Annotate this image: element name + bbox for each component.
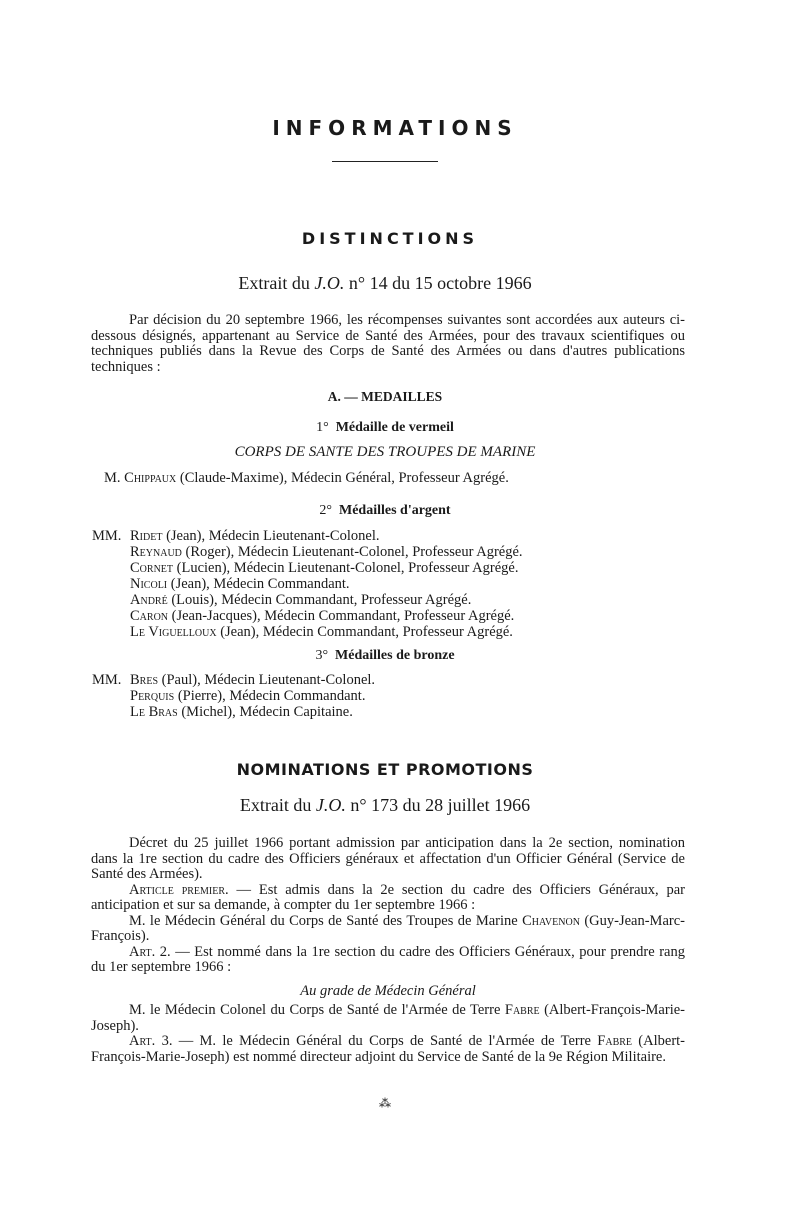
article-2-label: Art. 2. <box>129 943 171 960</box>
intro-text: Par décision du 20 septembre 1966, les récompenses suivantes sont accordées aux auteurs ci-dessous désignés, appartenant au Service de Santé des Armées, pour des travaux scientifiques ou techniques publiés dans la Revue des Corps de Santé des Armées ou dans d'autres publications techniques : <box>91 312 685 375</box>
article-3-paragraph <box>91 1034 685 1065</box>
extrait-prefix: Extrait du <box>238 273 315 293</box>
article-1-person <box>91 914 685 945</box>
article-2-person-prefix: M. le Médecin Colonel du Corps de Santé de l'Armée de Terre <box>129 1002 505 1018</box>
distinctions-intro-paragraph <box>91 313 685 375</box>
article-1-person-rest: (Guy-Jean-Marc-François). <box>91 912 685 944</box>
article-2-person <box>91 1003 685 1034</box>
grade-heading <box>91 984 685 1000</box>
article-3-name: Fabre <box>597 1033 633 1049</box>
article-2-person-rest: (Albert-François-Marie-Joseph). <box>91 1002 685 1034</box>
vermeil-entry <box>104 471 509 487</box>
argent-entry <box>130 545 523 561</box>
vermeil-rest: (Claude-Maxime), Médecin Général, Professeur Agrégé. <box>176 470 509 486</box>
article-1-person-name: Chavenon <box>522 912 580 929</box>
grade-heading-text: Au grade de Médecin Général <box>300 982 476 999</box>
vermeil-name: Chippaux <box>124 470 177 486</box>
argent-name: Caron <box>130 608 169 624</box>
vermeil-number: 1° <box>316 420 329 435</box>
title-rule <box>332 161 438 162</box>
argent-heading <box>0 503 770 519</box>
bronze-entry <box>130 673 375 689</box>
bronze-entry <box>130 705 353 721</box>
section-title-distinctions: DISTINCTIONS <box>301 229 479 248</box>
extrait-nominations <box>0 795 770 816</box>
medailles-heading: A. — MEDAILLES <box>327 389 443 404</box>
nominations-body <box>91 836 685 1065</box>
argent-rest: (Lucien), Médecin Lieutenant-Colonel, Professeur Agrégé. <box>173 560 519 576</box>
extrait-suffix: n° 14 du 15 octobre 1966 <box>344 273 532 293</box>
argent-rest: (Jean), Médecin Lieutenant-Colonel. <box>162 528 380 544</box>
bronze-rest: (Pierre), Médecin Commandant. <box>174 688 366 704</box>
extrait-jo: J.O. <box>314 273 345 293</box>
bronze-name: Le Bras <box>130 704 178 720</box>
bronze-number: 3° <box>315 648 329 663</box>
argent-rest: (Jean-Jacques), Médecin Commandant, Professeur Agrégé. <box>168 608 515 624</box>
corps-heading <box>0 444 770 461</box>
argent-rest: (Roger), Médecin Lieutenant-Colonel, Professeur Agrégé. <box>181 544 523 560</box>
bronze-label: Médailles de bronze <box>335 648 455 663</box>
section-title-nominations: NOMINATIONS ET PROMOTIONS <box>236 760 534 779</box>
corps-heading-text: CORPS DE SANTE DES TROUPES DE MARINE <box>234 444 536 460</box>
argent-entry <box>130 529 379 545</box>
argent-entry <box>130 609 514 625</box>
argent-name: Reynaud <box>130 544 182 560</box>
decret-paragraph: Décret du 25 juillet 1966 portant admission par anticipation dans la 2e section, nomination dans la 1re section du cadre des Officiers généraux et affectation d'un Officier Général (Service de Santé des Armées). <box>91 835 685 882</box>
article-3-label: Art. 3. <box>129 1033 173 1049</box>
bronze-name: Perquis <box>130 688 175 704</box>
bronze-heading <box>0 648 770 664</box>
bronze-name: Bres <box>130 672 159 688</box>
argent-entry <box>130 561 518 577</box>
argent-label: Médailles d'argent <box>339 503 451 518</box>
vermeil-heading <box>0 420 770 436</box>
extrait-suffix: n° 173 du 28 juillet 1966 <box>345 795 531 815</box>
argent-name: Cornet <box>130 560 174 576</box>
argent-prefix: MM. <box>92 528 122 544</box>
argent-rest: (Jean), Médecin Commandant. <box>167 576 350 592</box>
argent-name: Le Viguelloux <box>130 624 217 640</box>
vermeil-prefix: M. <box>104 470 125 486</box>
article-2-paragraph <box>91 945 685 976</box>
page-title: INFORMATIONS <box>272 116 518 140</box>
argent-entry <box>130 625 513 641</box>
extrait-jo: J.O. <box>315 795 346 815</box>
argent-name: Ridet <box>130 528 163 544</box>
bronze-rest: (Paul), Médecin Lieutenant-Colonel. <box>158 672 376 688</box>
article-1-label: Article premier. <box>129 881 229 898</box>
bronze-rest: (Michel), Médecin Capitaine. <box>177 704 353 720</box>
argent-name: Nicoli <box>130 576 168 592</box>
argent-number: 2° <box>319 503 332 518</box>
article-1-person-prefix: M. le Médecin Général du Corps de Santé des Troupes de Marine <box>129 912 523 929</box>
extrait-distinctions <box>0 273 770 294</box>
article-3-text-a: — M. le Médecin Général du Corps de Santé de l'Armée de Terre <box>172 1033 598 1049</box>
vermeil-label: Médaille de vermeil <box>335 420 454 435</box>
article-2-person-name: Fabre <box>504 1002 540 1018</box>
article-1-paragraph <box>91 883 685 914</box>
bronze-entry <box>130 689 365 705</box>
extrait-prefix: Extrait du <box>239 795 316 815</box>
argent-name: André <box>130 592 168 608</box>
article-1-text: — Est admis dans la 2e section du cadre des Officiers Généraux, par anticipation et sur sa demande, à compter du 1er septembre 1966 : <box>91 881 685 913</box>
article-2-text: — Est nommé dans la 1re section du cadre des Officiers Généraux, pour prendre rang du 1er septembre 1966 : <box>91 943 685 975</box>
argent-rest: (Jean), Médecin Commandant, Professeur Agrégé. <box>216 624 513 640</box>
argent-entry <box>130 577 350 593</box>
section-ornament: ⁂ <box>379 1096 391 1110</box>
argent-entry <box>130 593 471 609</box>
bronze-prefix: MM. <box>92 672 122 688</box>
article-3-text-b: (Albert-François-Marie-Joseph) est nommé directeur adjoint du Service de Santé de la 9e Région Militaire. <box>91 1033 686 1065</box>
argent-rest: (Louis), Médecin Commandant, Professeur Agrégé. <box>167 592 472 608</box>
